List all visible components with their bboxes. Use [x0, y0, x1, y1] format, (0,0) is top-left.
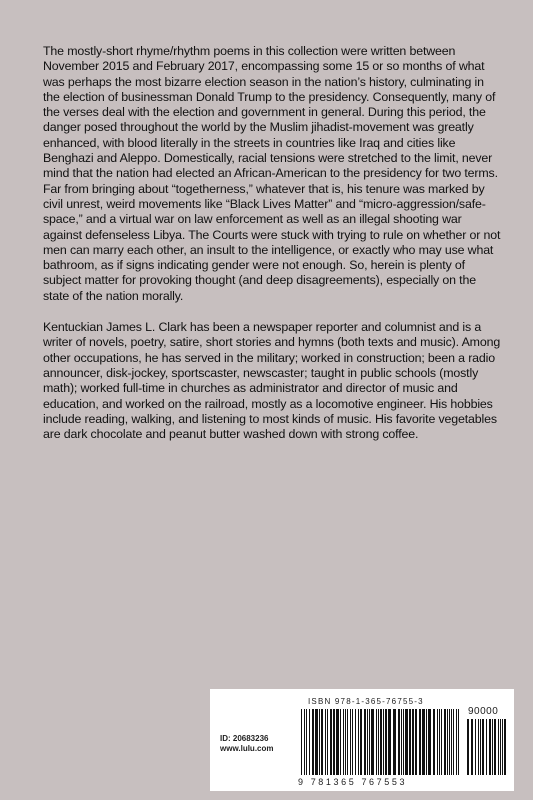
barcode-box: [210, 689, 514, 791]
isbn-label: ISBN 978-1-365-76755-3: [308, 697, 424, 706]
barcode-digits: 9 781365 767553: [298, 777, 408, 787]
price-code: 90000: [468, 706, 499, 717]
lulu-url: www.lulu.com: [220, 744, 274, 753]
back-cover-blurb: [43, 44, 501, 458]
barcode-image: [300, 709, 460, 775]
blurb-paragraph-collection: The mostly-short rhyme/rhythm poems in this collection were written between November 2015 and February 2017, encompassing some 15 or so months of what was perhaps the most bizarre election season in the nation’s history, culminating in the election of businessman Donald Trump to the presidency. Consequently, many of the verses deal with the election and government in general. During this period, the danger posed throughout the world by the Muslim jihadist-movement was greatly enhanced, with blood literally in the streets in countries like Iraq and cities like Benghazi and Aleppo. Domestically, racial tensions were stretched to the limit, never mind that the nation had elected an African-American to the presidency for two terms. Far from bringing about “togetherness,” whatever that is, his tenure was marked by civil unrest, weird movements like “Black Lives Matter” and “micro-aggression/safe-space,” and a virtual war on law enforcement as well as an illegal shooting war against defenseless Libya. The Courts were stuck with trying to rule on whether or not men can marry each other, an insult to the intelligence, or exactly who may use what bathroom, as if signs indicating gender were not enough. So, herein is plenty of subject matter for provoking thought (and deep disagreements), especially on the state of the nation morally.: [43, 44, 501, 303]
blurb-paragraph-author-bio: Kentuckian James L. Clark has been a newspaper reporter and columnist and is a writer of novels, poetry, satire, short stories and hymns (both texts and music). Among other occupations, he has served in the military; worked in construction; been a radio announcer, disk-jockey, sportscaster, newscaster; taught in public schools (mostly math); worked full-time in churches as administrator and director of music and education, and worked on the railroad, mostly as a locomotive engineer. His hobbies include reading, walking, and listening to most kinds of music. His favorite vegetables are dark chocolate and peanut butter washed down with strong coffee.: [43, 320, 501, 442]
lulu-id-block: [220, 734, 273, 754]
barcode-addon-image: [466, 719, 508, 775]
lulu-id: ID: 20683236: [220, 734, 269, 743]
